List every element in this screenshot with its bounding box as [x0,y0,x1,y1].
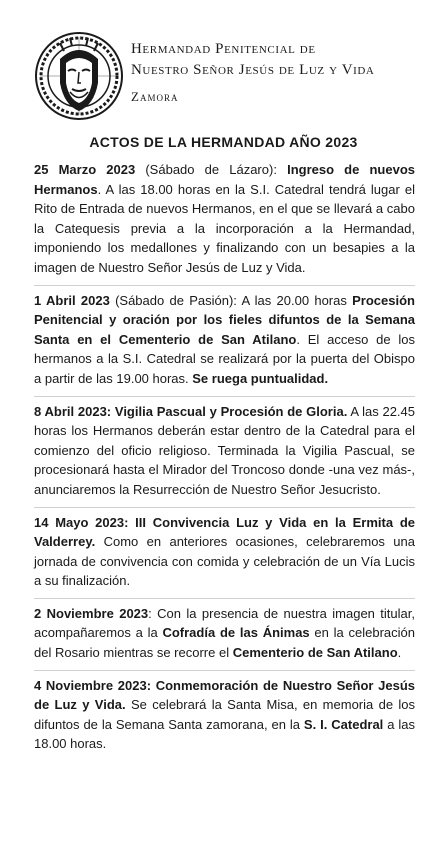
event-text: . [397,645,402,661]
event-highlight: Procesión Penitencial y oración por los fieles difuntos de la Semana Santa en el Cementerio de San Atilano [34,292,415,347]
divider [34,507,415,508]
event-entry-5 [34,604,415,663]
event-highlight: Se ruega puntualidad. [192,370,329,386]
event-text: Como en anteriores ocasiones, celebraremos una jornada de convivencia con comida y celebración de un Vía Lucis a su finalización. [34,534,415,589]
event-entry-4 [34,513,415,591]
event-date: 8 Abril 2023: Vigilia Pascual y Procesión de Gloria. [34,403,348,419]
event-text: (Sábado de Lázaro): [135,162,288,177]
divider [34,598,415,599]
event-text: (Sábado de Pasión): A las 20.00 horas [109,292,353,308]
divider [34,285,415,286]
event-text: Se celebrará la Santa Misa, en memoria de los difuntos de la Semana Santa zamorana, en la [34,697,415,732]
event-entry-6 [34,676,415,754]
divider [34,396,415,397]
event-highlight: S. I. Catedral [303,716,384,732]
event-highlight: Cofradía de las Ánimas [162,625,310,641]
event-entry-3 [34,402,415,500]
event-entry-1 [34,160,415,278]
event-text: . El acceso de los hermanos a la S.I. Catedral se realizará por la puerta del Obispo a partir de las 19.00 horas. [34,331,415,386]
event-date: 25 Marzo 2023 [34,162,136,177]
event-text: en la celebración del Rosario mientras se recorre el [34,625,415,661]
event-highlight: Ingreso de nuevos Hermanos [34,162,415,197]
event-date: 2 Noviembre 2023 [34,605,149,621]
org-name-line1: Hermandad Penitencial de [131,41,316,57]
org-name-line2: Nuestro Señor Jesús de Luz y Vida [131,62,375,78]
event-date: 1 Abril 2023 [34,292,110,308]
document-header [0,0,447,120]
event-text: . A las 18.00 horas en la S.I. Catedral tendrá lugar el Rito de Entrada de nuevos Hermanos, en el que se llevará a cabo la Catequesis previa a la incorporación a la Hermandad, imponiendo los medallones y finalizando con un besapies a la imagen de Nuestro Señor Jesús de Luz y Vida. [34,181,415,275]
event-entry-2 [34,291,415,389]
event-text: A las 22.45 horas los Hermanos deberán estar dentro de la Catedral para el comienzo del oficio religioso. Terminada la Vigilia Pascual, se procesionará hasta el Mirador del Troncoso donde -una vez más-, anunciaremos la Resurrección de Nuestro Señor Jesucristo. [34,403,415,497]
org-city: Zamora [131,89,179,104]
christ-face-logo-icon [34,31,124,121]
document-title: ACTOS DE LA HERMANDAD AÑO 2023 [89,134,358,150]
event-date: 4 Noviembre 2023: Conmemoración de Nuestro Señor Jesús de Luz y Vida. [34,677,415,713]
divider [34,670,415,671]
event-text: a las 18.00 horas. [34,716,415,752]
event-text: : Con la presencia de nuestra imagen titular, acompañaremos a la [34,605,415,641]
event-highlight: Cementerio de San Atilano [232,645,398,661]
event-date: 14 Mayo 2023: III Convivencia Luz y Vida en la Ermita de Valderrey. [34,514,415,550]
events-list [34,160,415,761]
